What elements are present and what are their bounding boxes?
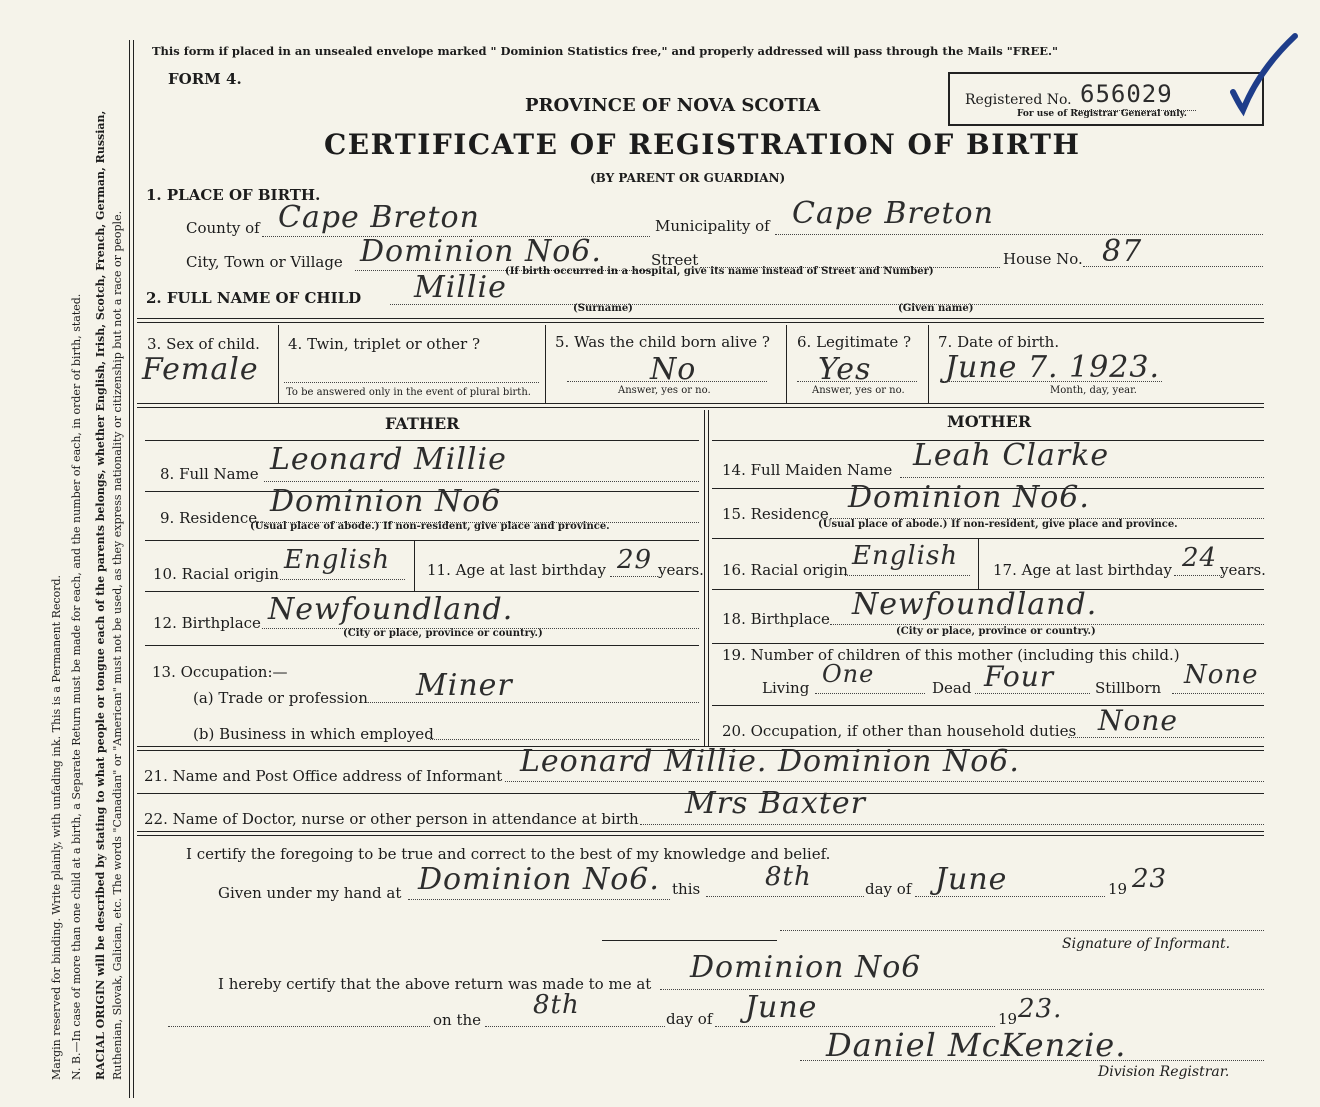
city-value: Dominion No6. xyxy=(360,234,602,269)
father-residence-value: Dominion No6 xyxy=(270,484,502,519)
twin-label: 4. Twin, triplet or other ? xyxy=(288,335,480,353)
margin-note-racial-origin-2: Ruthenian, Slovak, Galician, etc. The words "Canadian" or "American" must not be used, as they express nationality or citizenship but not a race or people. xyxy=(111,210,124,1080)
mother-name-value: Leah Clarke xyxy=(913,438,1110,473)
father-business-label: (b) Business in which employed xyxy=(193,725,434,743)
informant-signature-line xyxy=(602,940,777,941)
mother-birthplace-note: (City or place, province or country.) xyxy=(896,626,1096,637)
mother-age-value: 24 xyxy=(1182,543,1218,573)
date-of-birth-label: 7. Date of birth. xyxy=(938,333,1060,351)
father-occupation-label: 13. Occupation:— xyxy=(152,663,288,681)
born-alive-value: No xyxy=(650,352,697,387)
registered-number: 656029 xyxy=(1080,80,1173,108)
mother-name-label: 14. Full Maiden Name xyxy=(722,461,893,479)
mail-notice: This form if placed in an unsealed envelope marked " Dominion Statistics free," and properly addressed will pass through the Mails "FREE." xyxy=(152,44,1059,58)
registrar-signature: Daniel McKenzie. xyxy=(826,1026,1127,1064)
mother-living-value: One xyxy=(822,660,875,688)
father-trade-label: (a) Trade or profession xyxy=(193,689,368,707)
divider-parents-top xyxy=(137,403,1264,408)
registrar-day-value: 8th xyxy=(533,990,580,1020)
given-this-label: this xyxy=(672,880,701,898)
registrar-signature-label: Division Registrar. xyxy=(1098,1064,1230,1080)
house-label: House No. xyxy=(1003,250,1083,268)
county-value: Cape Breton xyxy=(278,200,480,235)
certificate-title: CERTIFICATE OF REGISTRATION OF BIRTH xyxy=(324,128,1081,161)
mother-residence-value: Dominion No6. xyxy=(848,480,1090,515)
mother-heading: MOTHER xyxy=(947,412,1032,431)
legitimate-label: 6. Legitimate ? xyxy=(797,333,912,351)
sex-value: Female xyxy=(142,352,259,387)
father-trade-value: Miner xyxy=(416,668,513,703)
given-name-note: (Given name) xyxy=(898,303,974,314)
given-month-value: June xyxy=(935,862,1008,897)
hospital-note: (If birth occurred in a hospital, give its name instead of Street and Number) xyxy=(505,266,934,277)
surname-note: (Surname) xyxy=(573,303,633,314)
child-name-value: Millie xyxy=(414,270,507,305)
house-value: 87 xyxy=(1102,234,1143,269)
mother-birthplace-label: 18. Birthplace xyxy=(722,610,830,628)
county-label: County of xyxy=(186,219,260,237)
mother-racial-origin-label: 16. Racial origin xyxy=(722,561,848,579)
mother-age-years: years. xyxy=(1220,561,1266,579)
mother-birthplace-value: Newfoundland. xyxy=(852,587,1098,622)
city-label: City, Town or Village xyxy=(186,253,343,271)
father-name-value: Leonard Millie xyxy=(270,442,507,477)
mother-residence-label: 15. Residence xyxy=(722,505,829,523)
divider-child-row-top xyxy=(137,318,1264,323)
child-name-label: 2. FULL NAME OF CHILD xyxy=(146,289,362,307)
mother-residence-note: (Usual place of abode.) If non-resident, give place and province. xyxy=(818,519,1178,530)
left-border xyxy=(129,40,134,1098)
date-of-birth-note: Month, day, year. xyxy=(1050,385,1137,396)
date-of-birth-value: June 7. 1923. xyxy=(945,350,1161,385)
mother-occupation-value: None xyxy=(1098,704,1178,737)
father-birthplace-label: 12. Birthplace xyxy=(153,614,261,632)
checkmark-icon xyxy=(1225,30,1305,120)
given-year-prefix: 19 xyxy=(1108,880,1128,898)
divider-certification-top xyxy=(137,831,1264,836)
mother-children-label: 19. Number of children of this mother (including this child.) xyxy=(722,646,1180,664)
father-heading: FATHER xyxy=(385,414,460,433)
born-alive-label: 5. Was the child born alive ? xyxy=(555,333,770,351)
father-age-years: years. xyxy=(658,561,704,579)
province-heading: PROVINCE OF NOVA SCOTIA xyxy=(525,95,821,116)
registrar-year-value: 23. xyxy=(1018,994,1063,1024)
father-racial-origin-label: 10. Racial origin xyxy=(153,565,279,583)
father-name-label: 8. Full Name xyxy=(160,465,259,483)
mother-dead-label: Dead xyxy=(932,679,972,697)
registrar-statement: I hereby certify that the above return was made to me at xyxy=(218,975,652,993)
parents-divider xyxy=(704,410,709,746)
registrar-on-the-label: on the xyxy=(433,1011,482,1029)
mother-occupation-label: 20. Occupation, if other than household duties xyxy=(722,722,1077,740)
legitimate-note: Answer, yes or no. xyxy=(812,385,905,396)
margin-note-nb: N. B.—In case of more than one child at a birth, a Separate Return must be made for each, and the number of each, in order of birth, stated. xyxy=(70,293,83,1080)
registered-number-box xyxy=(948,72,1264,126)
father-residence-label: 9. Residence xyxy=(160,509,258,527)
father-birthplace-value: Newfoundland. xyxy=(268,592,514,627)
certify-statement: I certify the foregoing to be true and correct to the best of my knowledge and belief. xyxy=(186,845,831,863)
registrar-month-value: June xyxy=(745,990,818,1025)
informant-signature-label: Signature of Informant. xyxy=(1062,936,1231,952)
father-age-label: 11. Age at last birthday xyxy=(427,561,606,579)
given-at-value: Dominion No6. xyxy=(418,862,660,897)
registrar-year-prefix: 19 xyxy=(998,1010,1018,1028)
mother-stillborn-value: None xyxy=(1184,660,1259,690)
given-day-value: 8th xyxy=(765,862,812,892)
registrar-day-of-label: day of xyxy=(666,1010,713,1028)
father-age-value: 29 xyxy=(617,545,653,575)
margin-note-racial-origin: RACIAL ORIGIN will be described by stating to what people or tongue each of the parents belongs, whether English, Irish, Scotch, French, German, Russian, xyxy=(94,110,107,1080)
doctor-label: 22. Name of Doctor, nurse or other person in attendance at birth xyxy=(144,810,639,828)
given-year-value: 23 xyxy=(1132,864,1168,894)
born-alive-note: Answer, yes or no. xyxy=(618,385,711,396)
given-at-label: Given under my hand at xyxy=(218,884,402,902)
mother-age-label: 17. Age at last birthday xyxy=(993,561,1172,579)
margin-note-binding: Margin reserved for binding. Write plainly, with unfading ink. This is a Permanent Record. xyxy=(50,574,63,1080)
doctor-value: Mrs Baxter xyxy=(685,786,866,821)
mother-stillborn-label: Stillborn xyxy=(1095,679,1162,697)
place-of-birth-heading: 1. PLACE OF BIRTH. xyxy=(146,186,321,204)
informant-label: 21. Name and Post Office address of Informant xyxy=(144,767,503,785)
certificate-subtitle: (BY PARENT OR GUARDIAN) xyxy=(590,171,786,185)
father-racial-origin-value: English xyxy=(284,545,391,575)
father-residence-note: (Usual place of abode.) If non-resident, give place and province. xyxy=(250,521,610,532)
street-label: Street xyxy=(651,251,699,269)
legitimate-value: Yes xyxy=(818,352,872,387)
father-birthplace-note: (City or place, province or country.) xyxy=(343,628,543,639)
registered-note: For use of Registrar General only. xyxy=(1017,109,1187,119)
municipality-label: Municipality of xyxy=(655,217,770,235)
registrar-place-value: Dominion No6 xyxy=(690,950,922,985)
form-number: FORM 4. xyxy=(168,70,242,88)
registered-label: Registered No. xyxy=(965,92,1072,108)
mother-racial-origin-value: English xyxy=(852,541,959,571)
given-day-of-label: day of xyxy=(865,880,912,898)
informant-value: Leonard Millie. Dominion No6. xyxy=(520,744,1020,779)
mother-living-label: Living xyxy=(762,679,810,697)
twin-note: To be answered only in the event of plural birth. xyxy=(286,387,531,398)
sex-label: 3. Sex of child. xyxy=(147,335,260,353)
municipality-value: Cape Breton xyxy=(792,196,994,231)
mother-dead-value: Four xyxy=(984,660,1055,693)
